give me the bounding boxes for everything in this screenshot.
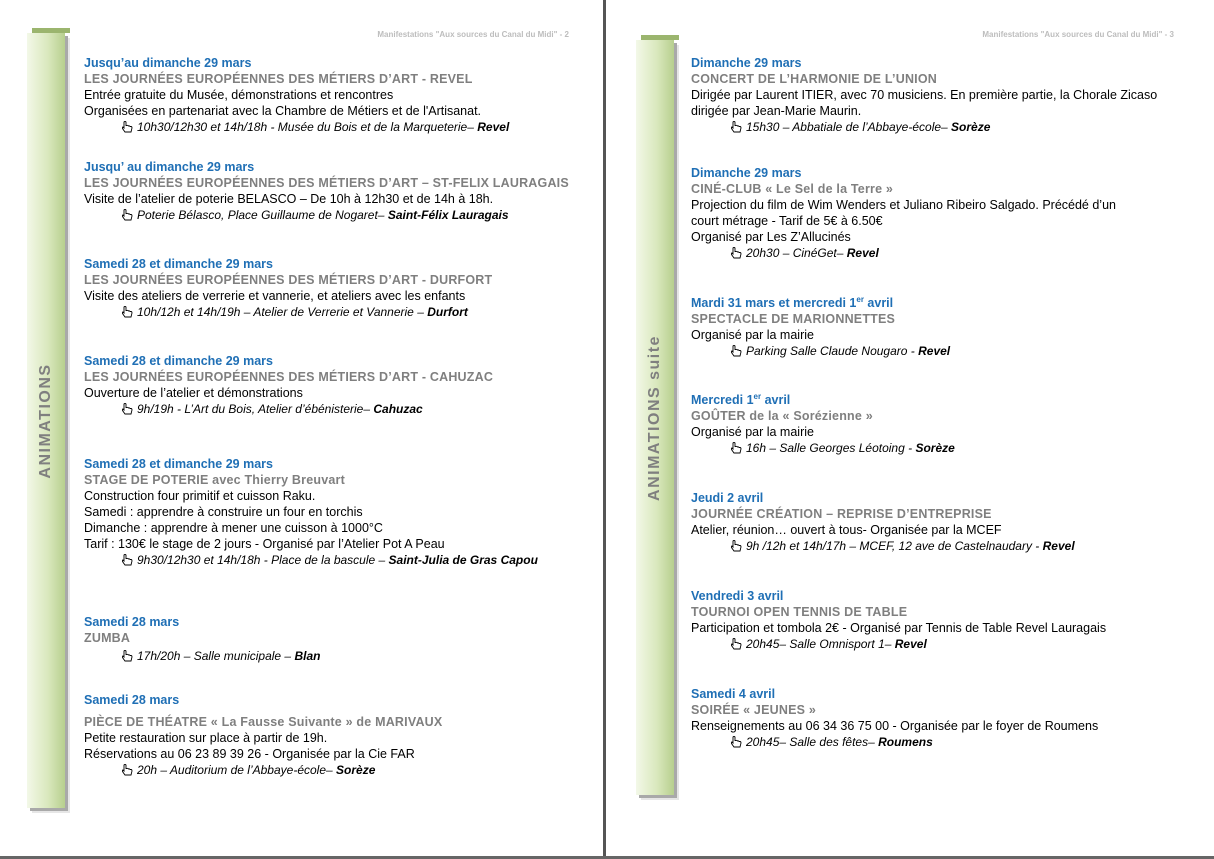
location-text: 10h30/12h30 et 14h/18h - Musée du Bois et de la Marqueterie– (137, 120, 478, 134)
event-title: GOÛTER de la « Sorézienne » (691, 409, 873, 423)
band-top-edge (32, 28, 70, 33)
event-line: Construction four primitif et cuisson Raku. (84, 489, 316, 503)
event-line: Samedi : apprendre à construire un four en torchis (84, 505, 363, 519)
location-town: Sorèze (336, 763, 376, 777)
location-town: Blan (294, 649, 321, 663)
event-date: Samedi 28 mars (84, 693, 180, 707)
event-entry (84, 614, 320, 664)
location-text: 20h45– Salle Omnisport 1– (746, 637, 895, 651)
event-line: Dimanche : apprendre à mener une cuisson à 1000°C (84, 521, 383, 535)
event-title: CINÉ-CLUB « Le Sel de la Terre » (691, 182, 894, 196)
location-text: Parking Salle Claude Nougaro - (746, 344, 919, 358)
pointing-hand-icon (731, 442, 742, 454)
date-tail: avril (863, 296, 894, 310)
side-band (27, 33, 65, 808)
event-line: Dirigée par Laurent ITIER, avec 70 musiciens. En première partie, la Chorale Zicaso (691, 88, 1158, 102)
event-title: LES JOURNÉES EUROPÉENNES DES MÉTIERS D’ART - CAHUZAC (84, 370, 494, 384)
page-header: Manifestations "Aux sources du Canal du Midi" - 2 (377, 30, 569, 39)
event-line: Visite des ateliers de verrerie et vannerie, et ateliers avec les enfants (84, 289, 466, 303)
date-tail: avril (761, 393, 791, 407)
event-date: Dimanche 29 mars (691, 56, 802, 70)
location-text: 17h/20h – Salle municipale – (137, 649, 295, 663)
location-text: 9h/19h - L’Art du Bois, Atelier d’ébénisterie– (137, 402, 374, 416)
pointing-hand-icon (122, 121, 133, 133)
event-date: Jusqu’ au dimanche 29 mars (84, 160, 255, 174)
event-location (691, 245, 1116, 261)
event-line: Organisé par la mairie (691, 328, 814, 342)
event-line: Petite restauration sur place à partir de 19h. (84, 731, 328, 745)
event-entry (691, 392, 955, 456)
event-entry (691, 55, 1157, 135)
event-title: JOURNÉE CRÉATION – REPRISE D’ENTREPRISE (691, 507, 992, 521)
event-title: SPECTACLE DE MARIONNETTES (691, 312, 896, 326)
location-town: Revel (1042, 539, 1075, 553)
event-title: STAGE DE POTERIE avec Thierry Breuvart (84, 473, 345, 487)
event-location (84, 304, 492, 320)
event-line: Visite de l’atelier de poterie BELASCO – De 10h à 12h30 et de 14h à 18h. (84, 192, 494, 206)
event-line: Tarif : 130€ le stage de 2 jours - Organisé par l’Atelier Pot A Peau (84, 537, 445, 551)
pointing-hand-icon (122, 764, 133, 776)
event-line: Atelier, réunion… ouvert à tous- Organisée par la MCEF (691, 523, 1002, 537)
pointing-hand-icon (122, 554, 133, 566)
event-entry (691, 295, 950, 359)
event-date: Jusqu’au dimanche 29 mars (84, 56, 252, 70)
date-main: Mardi 31 mars et mercredi 1 (691, 296, 857, 310)
event-entry (84, 692, 442, 778)
event-title: SOIRÉE « JEUNES » (691, 703, 816, 717)
location-text: 16h – Salle Georges Léotoing - (746, 441, 916, 455)
event-date: Samedi 4 avril (691, 687, 776, 701)
event-entry (84, 159, 569, 223)
pointing-hand-icon (122, 306, 133, 318)
location-town: Cahuzac (373, 402, 423, 416)
pointing-hand-icon (731, 247, 742, 259)
location-text: Poterie Bélasco, Place Guillaume de Nogaret– (137, 208, 388, 222)
event-title: TOURNOI OPEN TENNIS DE TABLE (691, 605, 908, 619)
location-town: Saint-Julia de Gras Capou (388, 553, 538, 567)
event-location (84, 648, 320, 664)
event-entry (84, 55, 509, 135)
event-date: Vendredi 3 avril (691, 589, 784, 603)
date-main: Mercredi 1 (691, 393, 754, 407)
event-line: court métrage - Tarif de 5€ à 6.50€ (691, 214, 883, 228)
location-text: 9h /12h et 14h/17h – MCEF, 12 ave de Castelnaudary - (746, 539, 1043, 553)
page-header: Manifestations "Aux sources du Canal du Midi" - 3 (982, 30, 1174, 39)
event-location (84, 207, 569, 223)
location-town: Durfort (427, 305, 468, 319)
event-entry (691, 165, 1116, 261)
pointing-hand-icon (122, 209, 133, 221)
event-location (84, 119, 509, 135)
location-town: Revel (846, 246, 879, 260)
pointing-hand-icon (731, 736, 742, 748)
event-title: LES JOURNÉES EUROPÉENNES DES MÉTIERS D’ART - REVEL (84, 72, 473, 86)
event-line: Réservations au 06 23 89 39 26 - Organisée par la Cie FAR (84, 747, 415, 761)
date-superscript: er (753, 391, 762, 401)
event-line: Ouverture de l’atelier et démonstrations (84, 386, 303, 400)
event-line: Organisées en partenariat avec la Chambre de Métiers et de l'Artisanat. (84, 104, 482, 118)
event-line: Renseignements au 06 34 36 75 00 - Organisée par le foyer de Roumens (691, 719, 1099, 733)
location-text: 15h30 – Abbatiale de l’Abbaye-école– (746, 120, 952, 134)
side-band (636, 40, 674, 795)
event-entry (691, 490, 1075, 554)
band-label: ANIMATIONS (37, 362, 54, 479)
event-entry (84, 256, 492, 320)
location-text: 20h30 – CinéGet– (746, 246, 847, 260)
event-line: Entrée gratuite du Musée, démonstrations et rencontres (84, 88, 394, 102)
event-entry (691, 686, 1098, 750)
left-page (0, 0, 603, 859)
location-town: Sorèze (915, 441, 955, 455)
event-line: Organisé par Les Z’Allucinés (691, 230, 851, 244)
event-location (691, 440, 955, 456)
pointing-hand-icon (731, 345, 742, 357)
event-entry (84, 456, 538, 568)
event-date (691, 295, 950, 311)
location-text: 10h/12h et 14h/19h – Atelier de Verrerie et Vannerie – (137, 305, 428, 319)
event-entry (691, 588, 1106, 652)
location-town: Revel (477, 120, 510, 134)
location-town: Sorèze (951, 120, 991, 134)
event-title: ZUMBA (84, 631, 131, 645)
event-title: CONCERT DE L’HARMONIE DE L’UNION (691, 72, 937, 86)
date-superscript: er (856, 294, 864, 304)
event-title: LES JOURNÉES EUROPÉENNES DES MÉTIERS D’ART – ST-FELIX LAURAGAIS (84, 176, 569, 190)
event-line: Participation et tombola 2€ - Organisé par Tennis de Table Revel Lauragais (691, 621, 1107, 635)
pointing-hand-icon (122, 403, 133, 415)
location-town: Revel (918, 344, 951, 358)
event-location (691, 734, 1098, 750)
pointing-hand-icon (122, 650, 133, 662)
pointing-hand-icon (731, 121, 742, 133)
event-location (691, 636, 1106, 652)
event-date: Samedi 28 mars (84, 615, 180, 629)
event-date: Samedi 28 et dimanche 29 mars (84, 354, 273, 368)
location-text: 9h30/12h30 et 14h/18h - Place de la bascule – (137, 553, 389, 567)
event-title: PIÈCE DE THÉATRE « La Fausse Suivante » de MARIVAUX (84, 715, 443, 729)
event-date (691, 392, 955, 408)
event-date: Samedi 28 et dimanche 29 mars (84, 457, 273, 471)
event-entry (84, 353, 493, 417)
event-location (84, 762, 442, 778)
event-location (84, 401, 493, 417)
pointing-hand-icon (731, 540, 742, 552)
location-town: Roumens (878, 735, 933, 749)
event-location (691, 119, 1157, 135)
event-title: LES JOURNÉES EUROPÉENNES DES MÉTIERS D’ART - DURFORT (84, 273, 493, 287)
right-page (606, 0, 1214, 859)
band-label: ANIMATIONS suite (646, 334, 663, 501)
band-top-edge (641, 35, 679, 40)
location-town: Saint-Félix Lauragais (387, 208, 509, 222)
event-location (691, 343, 950, 359)
event-location (84, 552, 538, 568)
event-line: Projection du film de Wim Wenders et Juliano Ribeiro Salgado. Précédé d’un (691, 198, 1116, 212)
event-date: Samedi 28 et dimanche 29 mars (84, 257, 273, 271)
event-date: Jeudi 2 avril (691, 491, 764, 505)
event-line: Organisé par la mairie (691, 425, 814, 439)
location-town: Revel (894, 637, 927, 651)
location-text: 20h45– Salle des fêtes– (746, 735, 879, 749)
pointing-hand-icon (731, 638, 742, 650)
location-text: 20h – Auditorium de l’Abbaye-école– (137, 763, 337, 777)
event-location (691, 538, 1075, 554)
event-date: Dimanche 29 mars (691, 166, 802, 180)
event-line: dirigée par Jean-Marie Maurin. (691, 104, 862, 118)
